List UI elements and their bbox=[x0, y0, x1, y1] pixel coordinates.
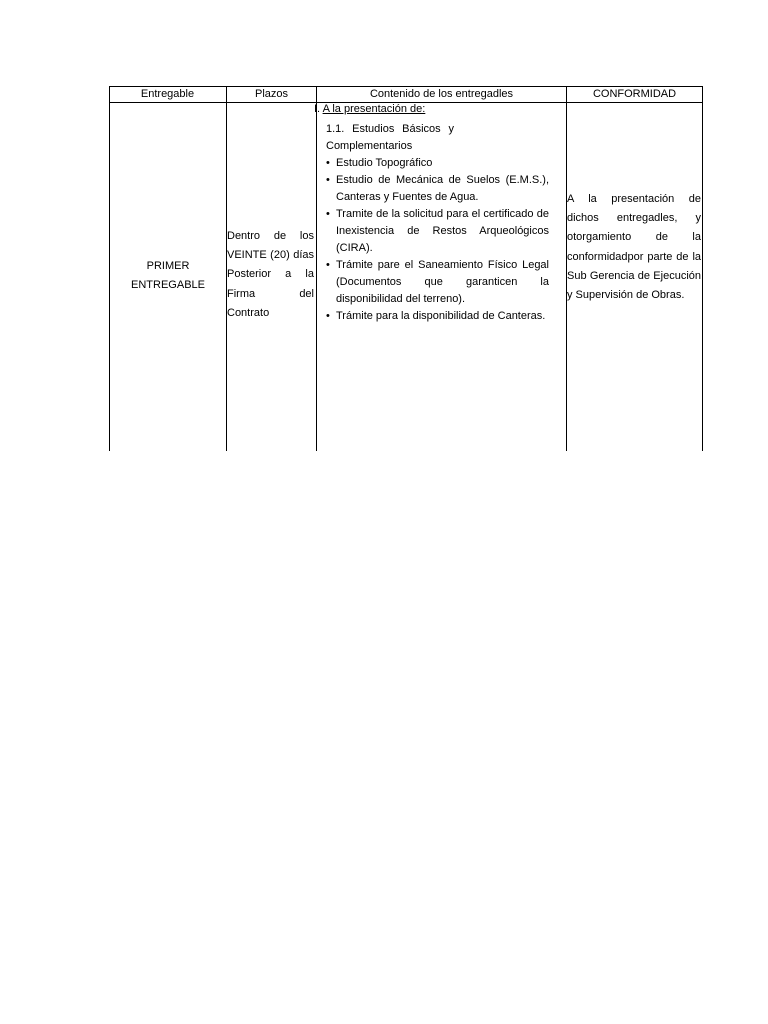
list-item: • Trámite para la disponibilidad de Canteras. bbox=[326, 308, 549, 325]
items-list bbox=[326, 155, 549, 325]
table-border-right bbox=[702, 87, 703, 451]
header-plazos: Plazos bbox=[254, 88, 289, 100]
section-number: I. bbox=[314, 103, 321, 115]
header-contenido: Contenido de los entregadles bbox=[369, 88, 514, 100]
list-item: • Estudio de Mecánica de Suelos (E.M.S.), Canteras y Fuentes de Agua. bbox=[326, 172, 549, 206]
section-heading bbox=[314, 102, 554, 116]
list-item: • Trámite pare el Saneamiento Físico Legal (Documentos que garanticen la disponibilidad del terreno). bbox=[326, 257, 549, 308]
header-entregable: Entregable bbox=[140, 88, 195, 100]
subsection-title: 1.1. Estudios Básicos y Complementarios bbox=[326, 123, 454, 152]
list-item: • Tramite de la solicitud para el certificado de Inexistencia de Restos Arqueológicos (CIRA). bbox=[326, 206, 549, 257]
cell-contenido bbox=[314, 102, 554, 325]
cell-entregable: PRIMER ENTREGABLE bbox=[131, 260, 205, 292]
table-border-left bbox=[109, 87, 110, 451]
deliverables-table bbox=[109, 86, 703, 451]
cell-plazos: Dentro de los VEINTE (20) días Posterior a la Firma del Contrato bbox=[227, 230, 314, 319]
cell-conformidad: A la presentación de dichos entregadles, y otorgamiento de la conformidadpor parte de la Sub Gerencia de Ejecución y Supervisión de Obras. bbox=[567, 193, 701, 302]
list-item: • Estudio Topográfico bbox=[326, 155, 549, 172]
header-conformidad: CONFORMIDAD bbox=[592, 88, 677, 100]
section-title: A la presentación de: bbox=[322, 103, 426, 115]
